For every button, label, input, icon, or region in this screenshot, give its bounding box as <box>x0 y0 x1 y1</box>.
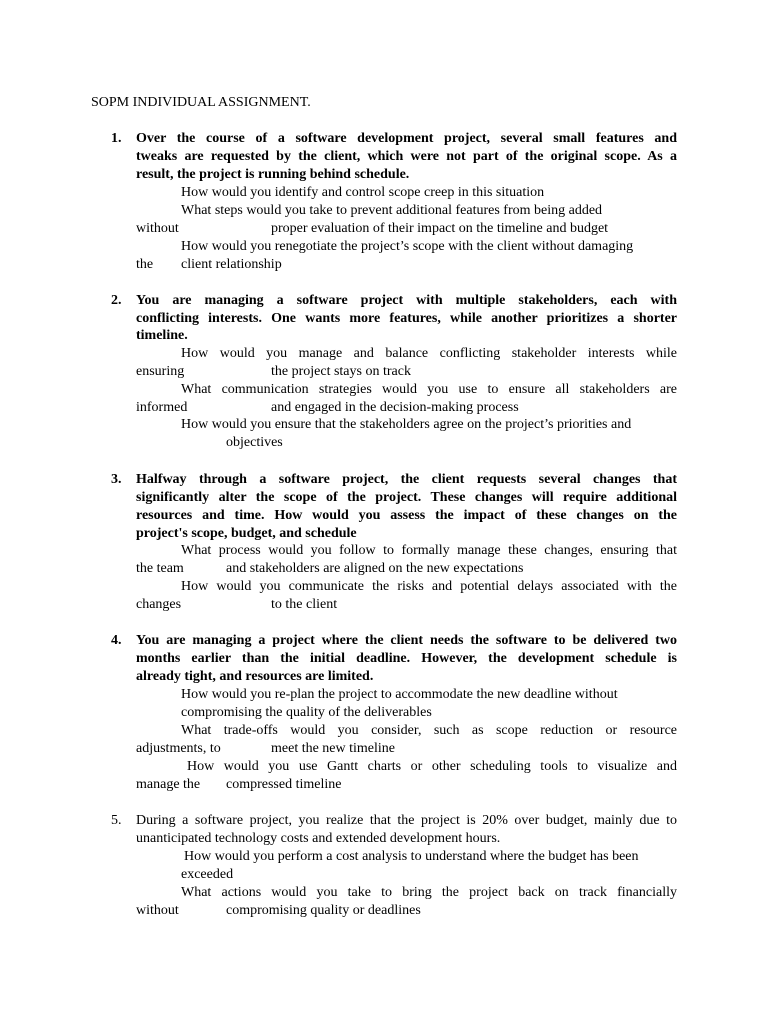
question-prompt-line: result, the project is running behind schedule. <box>136 167 410 182</box>
sub-question-line: How would you re-plan the project to accommodate the new deadline without <box>181 687 618 702</box>
question-prompt-line: months earlier than the initial deadline. However, the development schedule is <box>136 651 677 666</box>
sub-question-line: compressed timeline <box>226 777 342 792</box>
sub-question-line: How would you communicate the risks and potential delays associated with the <box>181 579 677 594</box>
sub-question-line: meet the new timeline <box>271 741 396 756</box>
question-number: 3. <box>111 472 122 487</box>
sub-question-line: compromising the quality of the deliverables <box>181 705 432 720</box>
question-number: 5. <box>111 813 122 828</box>
sub-question-line: informed <box>136 400 188 415</box>
sub-question-line: adjustments, to <box>136 741 221 756</box>
sub-question-line: proper evaluation of their impact on the timeline and budget <box>271 221 609 236</box>
sub-question-line: What steps would you take to prevent additional features from being added <box>181 203 603 218</box>
question-prompt-line: timeline. <box>136 328 188 343</box>
sub-question-line: exceeded <box>181 867 234 882</box>
sub-question-line: What communication strategies would you use to ensure all stakeholders are <box>181 382 677 397</box>
question-prompt-line: project's scope, budget, and schedule <box>136 526 357 541</box>
sub-question-line: What process would you follow to formally manage these changes, ensuring that <box>181 543 677 558</box>
question-prompt-line: unanticipated technology costs and extended development hours. <box>136 831 501 846</box>
sub-question-line: objectives <box>226 435 283 450</box>
sub-question-line: the team <box>136 561 184 576</box>
sub-question-line: How would you identify and control scope creep in this situation <box>181 185 545 200</box>
sub-question-line: What actions would you take to bring the project back on track financially <box>181 885 677 900</box>
question-prompt-line: Halfway through a software project, the client requests several changes that <box>136 472 677 487</box>
sub-question-line: What trade-offs would you consider, such as scope reduction or resource <box>181 723 677 738</box>
question-prompt-line: During a software project, you realize that the project is 20% over budget, mainly due to <box>136 813 677 828</box>
sub-question-line: the project stays on track <box>271 364 411 379</box>
question-prompt-line: You are managing a project where the client needs the software to be delivered two <box>136 633 677 648</box>
sub-question-line: How would you manage and balance conflicting stakeholder interests while <box>181 346 677 361</box>
question-prompt-line: resources and time. How would you assess the impact of these changes on the <box>136 508 677 523</box>
sub-question-line: How would you ensure that the stakeholders agree on the project’s priorities and <box>181 417 632 432</box>
sub-question-line: changes <box>136 597 182 612</box>
sub-question-line: client relationship <box>181 257 282 272</box>
question-prompt-line: You are managing a software project with multiple stakeholders, each with <box>136 293 677 308</box>
sub-question-line: without <box>136 221 179 236</box>
sub-question-line: How would you perform a cost analysis to understand where the budget has been <box>184 849 639 864</box>
sub-question-line: and engaged in the decision-making process <box>271 400 519 415</box>
sub-question-line: and stakeholders are aligned on the new expectations <box>226 561 524 576</box>
question-prompt-line: Over the course of a software development project, several small features and <box>136 131 677 146</box>
sub-question-line: without <box>136 903 179 918</box>
document-title: SOPM INDIVIDUAL ASSIGNMENT. <box>91 95 311 110</box>
sub-question-line: the <box>136 257 154 272</box>
question-number: 1. <box>111 131 122 146</box>
question-number: 2. <box>111 293 122 308</box>
question-prompt-line: tweaks are requested by the client, which were not part of the original scope. As a <box>136 149 677 164</box>
question-prompt-line: significantly alter the scope of the project. These changes will require additional <box>136 490 677 505</box>
question-prompt-line: conflicting interests. One wants more features, while another prioritizes a shorter <box>136 311 677 326</box>
sub-question-line: ensuring <box>136 364 185 379</box>
sub-question-line: How would you renegotiate the project’s scope with the client without damaging <box>181 239 634 254</box>
sub-question-line: to the client <box>271 597 338 612</box>
sub-question-line: compromising quality or deadlines <box>226 903 421 918</box>
sub-question-line: manage the <box>136 777 201 792</box>
question-prompt-line: already tight, and resources are limited. <box>136 669 374 684</box>
question-number: 4. <box>111 633 122 648</box>
sub-question-line: How would you use Gantt charts or other scheduling tools to visualize and <box>187 759 677 774</box>
